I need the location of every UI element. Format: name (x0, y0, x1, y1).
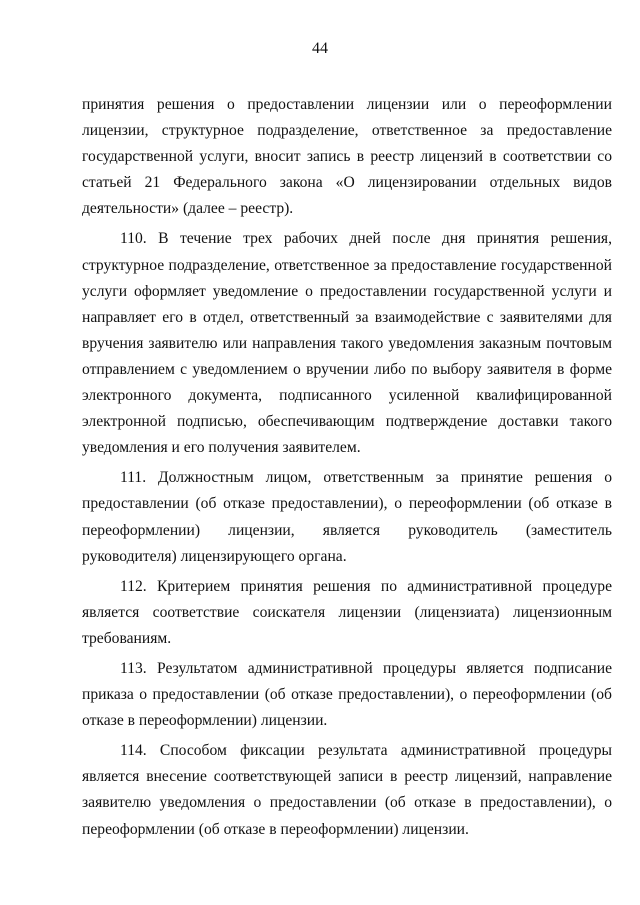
paragraph-continuation: принятия решения о предоставлении лицензии или о переоформлении лицензии, структурное подразделение, ответственное за предоставление государственной услуги, вносит запись в реестр лицензий в соответствии со статьей 21 Федерального закона «О лицензировании отдельных видов деятельности» (далее – реестр). (82, 96, 612, 218)
paragraph-114: 114. Способом фиксации результата административной процедуры является внесение соответствующей записи в реестр лицензий, направление заявителю уведомления о предоставлении (об отказе в предоставлении), о переоформлении (об отказе в переоформлении) лицензии. (82, 742, 612, 838)
paragraph-113: 113. Результатом административной процедуры является подписание приказа о предоставлении (об отказе предоставлении), о переоформлении (об отказе в переоформлении) лицензии. (82, 659, 612, 730)
paragraph-111: 111. Должностным лицом, ответственным за принятие решения о предоставлении (об отказе предоставлении), о переоформлении (об отказе в переоформлении) лицензии, является руководитель (заместитель руководителя) лицензирующего органа. (82, 469, 612, 565)
document-body (82, 92, 612, 847)
paragraph-110: 110. В течение трех рабочих дней после дня принятия решения, структурное подразделение, ответственное за предоставление государственной услуги оформляет уведомление о предоставлении государственной услуги и направляет его в отдел, ответственный за взаимодействие с заявителями для вручения заявителю или направления такого уведомления заказным почтовым отправлением с уведомлением о вручении либо по выбору заявителя в форме электронного документа, подписанного усиленной квалифицированной электронной подписью, обеспечивающим подтверждение доставки такого уведомления и его получения заявителем. (82, 230, 612, 457)
page-number: 44 (312, 40, 328, 57)
paragraph-112: 112. Критерием принятия решения по административной процедуре является соответствие соискателя лицензии (лицензиата) лицензионным требованиям. (82, 577, 612, 647)
